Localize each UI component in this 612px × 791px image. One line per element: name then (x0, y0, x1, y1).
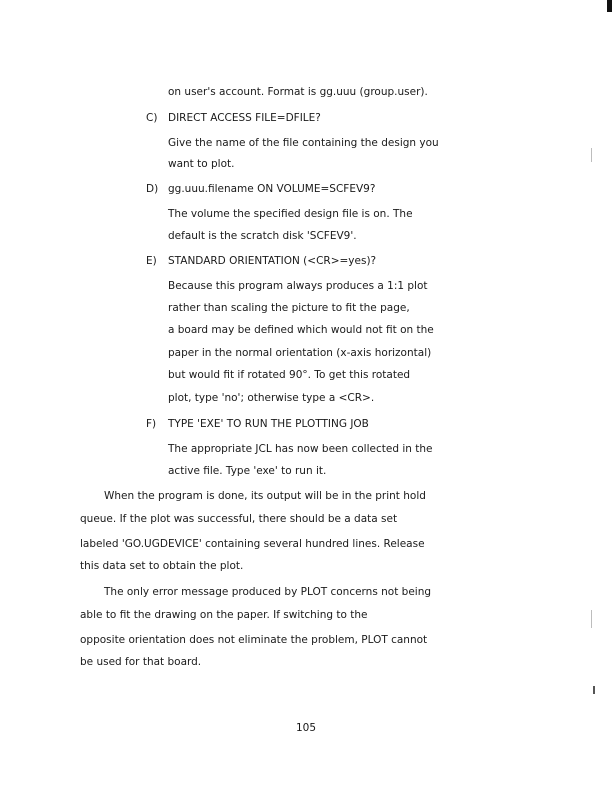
item-label-d: D) (146, 183, 159, 195)
paragraph-first-line: The only error message produced by PLOT concerns not being (104, 586, 432, 598)
text-line: but would fit if rotated 90°. To get this rotated (168, 369, 411, 381)
paragraph-first-line: When the program is done, its output will be in the print hold (104, 490, 426, 502)
text-line: The appropriate JCL has now been collected in the (168, 443, 433, 455)
text-line: The volume the specified design file is on. The (168, 208, 413, 220)
item-label-e: E) (146, 255, 157, 267)
text-line: labeled 'GO.UGDEVICE' containing several hundred lines. Release (80, 538, 425, 550)
prompt-line: TYPE 'EXE' TO RUN THE PLOTTING JOB (168, 418, 369, 430)
scan-artifact (593, 686, 595, 694)
scan-artifact (591, 148, 592, 162)
item-label-f: F) (146, 418, 157, 430)
text-line: able to fit the drawing on the paper. If switching to the (80, 609, 368, 621)
text-line: rather than scaling the picture to fit the page, (168, 302, 410, 314)
text-line: paper in the normal orientation (x-axis horizontal) (168, 347, 432, 359)
scan-artifact (591, 610, 592, 628)
text-line: queue. If the plot was successful, there should be a data set (80, 513, 398, 525)
text-line: plot, type 'no'; otherwise type a <CR>. (168, 392, 375, 404)
prompt-line: DIRECT ACCESS FILE=DFILE? (168, 112, 321, 124)
page-number: 105 (295, 722, 317, 734)
text-line: this data set to obtain the plot. (80, 560, 244, 572)
text-line: Because this program always produces a 1:1 plot (168, 280, 428, 292)
text-line: active file. Type 'exe' to run it. (168, 465, 327, 477)
text-line: be used for that board. (80, 656, 202, 668)
corner-mark (607, 0, 612, 12)
prompt-line: STANDARD ORIENTATION (<CR>=yes)? (168, 255, 377, 267)
text-line: want to plot. (168, 158, 235, 170)
prompt-line: gg.uuu.filename ON VOLUME=SCFEV9? (168, 183, 376, 195)
text-line: a board may be defined which would not fit on the (168, 324, 434, 336)
text-line: default is the scratch disk 'SCFEV9'. (168, 230, 357, 242)
text-line: on user's account. Format is gg.uuu (group.user). (168, 86, 428, 98)
text-line: opposite orientation does not eliminate the problem, PLOT cannot (80, 634, 428, 646)
text-line: Give the name of the file containing the design you (168, 137, 439, 149)
item-label-c: C) (146, 112, 158, 124)
